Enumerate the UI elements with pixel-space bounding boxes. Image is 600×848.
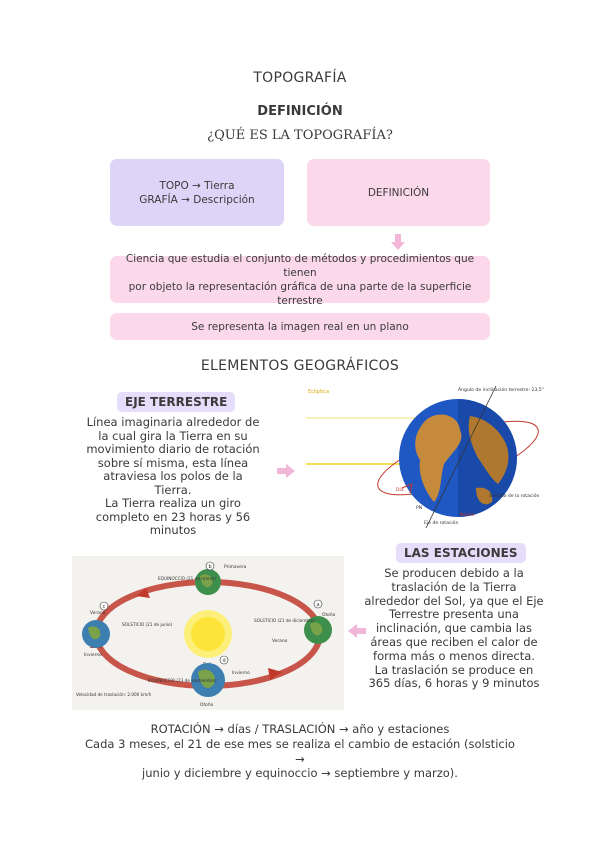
seasons-line: La traslación se produce en bbox=[374, 662, 534, 677]
seasons-tag: LAS ESTACIONES bbox=[396, 543, 526, 563]
definition-heading: DEFINICIÓN bbox=[257, 104, 343, 119]
season-change-line-2: junio y diciembre y equinoccio → septiembre y marzo). bbox=[142, 766, 458, 780]
seasons-line: áreas que reciben el calor de bbox=[370, 634, 538, 649]
season-marker-c: c bbox=[102, 604, 106, 610]
axis-line: sobre sí misma, esta línea bbox=[97, 455, 249, 470]
axis-description bbox=[78, 416, 268, 538]
speed-label: Velocidad de traslación: 2.000 km/h bbox=[76, 692, 152, 697]
pole-label: PN bbox=[416, 506, 423, 511]
plane-text: Se representa la imagen real en un plano bbox=[191, 320, 409, 333]
season-marker-a: a bbox=[316, 602, 320, 608]
axis-label: Eje de rotación bbox=[424, 521, 459, 526]
rotation-summary: ROTACIÓN → días / TRASLACIÓN → año y estaciones bbox=[150, 722, 450, 736]
axis-line: Línea imaginaria alrededor de bbox=[86, 415, 260, 429]
angle-label: Ángulo de inclinación terrestre: 23,5° bbox=[458, 388, 544, 393]
arrow-down-icon bbox=[391, 234, 405, 250]
season-marker-d: d bbox=[222, 658, 226, 664]
rotation-label: Sentido de la rotación bbox=[489, 494, 540, 499]
plane-box bbox=[110, 313, 490, 340]
axis-tag: EJE TERRESTRE bbox=[117, 392, 235, 412]
definition-box-label: DEFINICIÓN bbox=[367, 186, 430, 199]
seasons-line: inclinación, que cambia las bbox=[375, 621, 532, 636]
earth-axis-illustration bbox=[300, 380, 544, 530]
night-label: Noche bbox=[460, 513, 475, 518]
meaning-line-1: Ciencia que estudia el conjunto de métodos y procedimientos que tienen bbox=[125, 252, 475, 279]
winter-bottom-label: Invierno bbox=[232, 671, 250, 676]
axis-line: completo en 23 horas y 56 bbox=[95, 509, 251, 524]
solstice-dec-label: SOLSTICIO (21 de diciembre) bbox=[254, 618, 315, 623]
elements-heading: ELEMENTOS GEOGRÁFICOS bbox=[200, 358, 400, 374]
seasons-line: 365 días, 6 horas y 9 minutos bbox=[368, 676, 540, 691]
winter-left-label: Invierno bbox=[84, 653, 102, 658]
spring-label: Primavera bbox=[224, 565, 247, 570]
seasons-description bbox=[360, 567, 548, 691]
page-title: TOPOGRAFÍA bbox=[253, 70, 347, 86]
summer-left-label: Verano bbox=[90, 611, 106, 616]
season-change-note bbox=[80, 737, 520, 781]
seasons-line: traslación de la Tierra bbox=[391, 579, 517, 594]
etymology-grafia: GRAFÍA → Descripción bbox=[139, 193, 255, 206]
definition-question: ¿QUÉ ES LA TOPOGRAFÍA? bbox=[207, 128, 393, 143]
season-marker-b: b bbox=[208, 564, 212, 570]
seasons-line: Terrestre presenta una bbox=[389, 607, 519, 622]
etymology-topo: TOPO → Tierra bbox=[159, 179, 235, 192]
autumn-bottom-label: Otoño bbox=[200, 703, 214, 708]
solstice-june-label: SOLSTICIO (21 de junio) bbox=[122, 622, 173, 627]
axis-line: La Tierra realiza un giro bbox=[105, 496, 241, 510]
seasons-line: forma más o menos directa. bbox=[373, 648, 535, 663]
equinox-march-label: EQUINOCCIO (21 de marzo) bbox=[158, 576, 216, 581]
season-change-line-1: Cada 3 meses, el 21 de ese mes se realiza el cambio de estación (solsticio → bbox=[85, 737, 515, 766]
ecliptic-label: Eclíptica bbox=[308, 389, 330, 395]
equinox-sept-label: EQUINOCCIO (23 de septiembre) bbox=[148, 678, 217, 683]
axis-line: la cual gira la Tierra en su bbox=[98, 428, 248, 443]
axis-line: movimiento diario de rotación bbox=[86, 442, 260, 456]
definition-box bbox=[307, 159, 490, 226]
seasons-line: Se producen debido a la bbox=[384, 566, 524, 580]
autumn-right-label: Otoño bbox=[322, 613, 336, 618]
summer-right-label: Verano bbox=[272, 639, 288, 644]
arrow-right-icon bbox=[277, 464, 295, 478]
axis-line: atraviesa los polos de la bbox=[103, 469, 243, 483]
etymology-box bbox=[110, 159, 284, 226]
axis-line: Tierra. bbox=[154, 482, 192, 497]
seasons-line: alrededor del Sol, ya que el Eje bbox=[364, 593, 544, 608]
arrow-left-icon bbox=[348, 624, 366, 638]
seasons-orbit-illustration bbox=[72, 556, 344, 710]
day-label: Día bbox=[396, 488, 404, 493]
axis-line: minutos bbox=[149, 523, 197, 537]
meaning-line-2: por objeto la representación gráfica de una parte de la superficie terrestre bbox=[128, 280, 472, 307]
meaning-box bbox=[110, 252, 490, 307]
